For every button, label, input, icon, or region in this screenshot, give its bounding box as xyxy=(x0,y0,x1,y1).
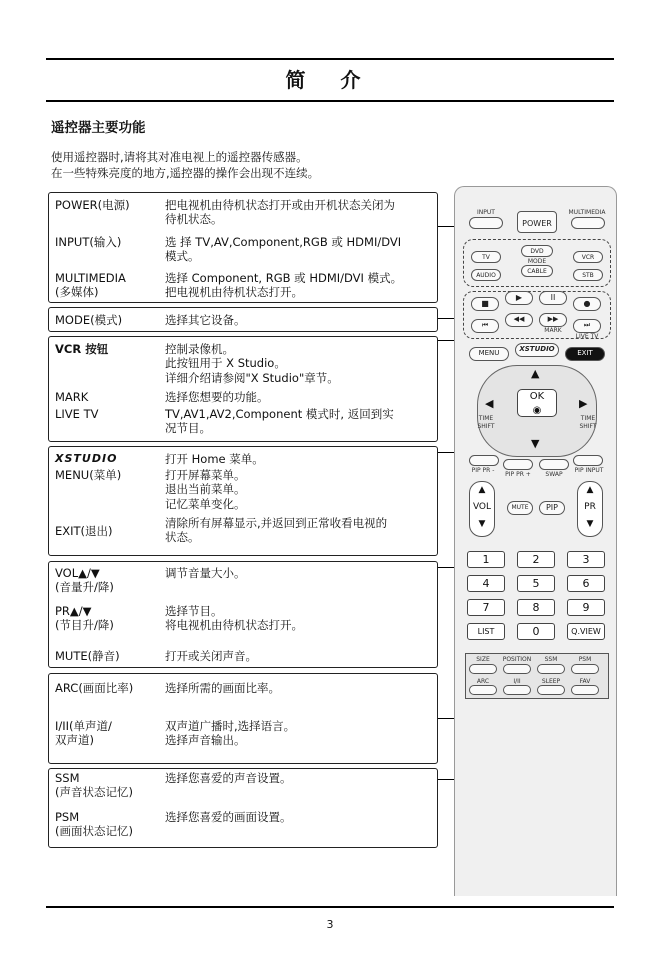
pause-button[interactable]: II xyxy=(539,291,567,305)
time-shift-left-label: TIME SHIFT xyxy=(477,415,495,430)
desc-arc: 选择所需的画面比率。 xyxy=(165,681,280,695)
pip-pr-plus-label: PIP PR + xyxy=(505,471,531,478)
intro-line-1: 使用遥控器时,请将其对准电视上的遥控器传感器。 xyxy=(51,150,308,164)
label-multimedia: MULTIMEDIA (多媒体) xyxy=(55,271,126,300)
desc-vol: 调节音量大小。 xyxy=(165,566,246,580)
desc-mute: 打开或关闭声音。 xyxy=(165,649,257,663)
desc-live-tv: TV,AV1,AV2,Component 模式时, 返回到实 况节目。 xyxy=(165,407,394,436)
pip-button[interactable]: PIP xyxy=(539,501,565,515)
input-label: INPUT xyxy=(477,209,495,216)
right-arrow-icon[interactable]: ▶ xyxy=(579,397,588,410)
label-xstudio: XSTUDIO xyxy=(55,452,118,465)
next-button[interactable]: ⏭ xyxy=(573,319,601,333)
desc-input: 选 择 TV,AV,Component,RGB 或 HDMI/DVI 模式。 xyxy=(165,235,402,264)
tv-button[interactable]: TV xyxy=(471,251,501,263)
multimedia-button[interactable] xyxy=(571,217,605,229)
label-vcr: VCR 按钮 xyxy=(55,342,109,356)
pip-pr-minus-button[interactable] xyxy=(469,455,499,466)
label-psm: PSM (画面状态记忆) xyxy=(55,810,133,839)
box-menu xyxy=(48,446,438,556)
desc-multimedia: 选择 Component, RGB 或 HDMI/DVI 模式。 把电视机由待机状态打开。 xyxy=(165,271,403,300)
box-vol-pr xyxy=(48,561,438,668)
title-rule xyxy=(46,100,614,102)
key-5[interactable]: 5 xyxy=(517,575,555,592)
box-power-input xyxy=(48,192,438,303)
desc-vcr: 控制录像机。 此按钮用于 X Studio。 详细介绍请参阅"X Studio"章节。 xyxy=(165,342,339,385)
mode-label: MODE xyxy=(527,258,547,265)
desc-xstudio: 打开 Home 菜单。 xyxy=(165,452,264,466)
bottom-rule xyxy=(46,906,614,908)
box-mode xyxy=(48,307,438,332)
rewind-button[interactable]: ◀◀ xyxy=(505,313,533,327)
up-arrow-icon[interactable]: ▲ xyxy=(531,367,540,380)
pip-input-button[interactable] xyxy=(573,455,603,466)
fav-button[interactable] xyxy=(571,685,599,695)
label-arc: ARC(画面比率) xyxy=(55,681,134,695)
list-button[interactable]: LIST xyxy=(467,623,505,640)
key-8[interactable]: 8 xyxy=(517,599,555,616)
box-arc xyxy=(48,673,438,764)
forward-button[interactable]: ▶▶ xyxy=(539,313,567,327)
pip-pr-minus-label: PIP PR - xyxy=(471,467,495,474)
label-mark: MARK xyxy=(55,390,89,404)
key-3[interactable]: 3 xyxy=(567,551,605,568)
power-button[interactable]: POWER xyxy=(517,211,557,233)
desc-ssm: 选择您喜爱的声音设置。 xyxy=(165,771,292,785)
desc-i-ii: 双声道广播时,选择语言。 选择声音输出。 xyxy=(165,719,296,748)
menu-button[interactable]: MENU xyxy=(469,347,509,361)
pip-pr-plus-button[interactable] xyxy=(503,459,533,470)
audio-button[interactable]: AUDIO xyxy=(471,269,501,281)
vol-rocker[interactable]: ▲ VOL ▼ xyxy=(469,481,495,537)
key-9[interactable]: 9 xyxy=(567,599,605,616)
q-view-button[interactable]: Q.VIEW xyxy=(567,623,605,640)
desc-pr: 选择节目。 将电视机由待机状态打开。 xyxy=(165,604,303,633)
down-arrow-icon[interactable]: ▼ xyxy=(531,437,540,450)
page-number: 3 xyxy=(326,918,334,931)
label-exit: EXIT(退出) xyxy=(55,524,113,538)
stb-button[interactable]: STB xyxy=(573,269,603,281)
desc-mark: 选择您想要的功能。 xyxy=(165,390,269,404)
desc-menu: 打开屏幕菜单。 退出当前菜单。 记忆菜单变化。 xyxy=(165,468,246,511)
i-ii-label: I/II xyxy=(513,678,521,685)
label-mode: MODE(模式) xyxy=(55,313,123,327)
cable-button[interactable]: CABLE xyxy=(521,265,553,277)
exit-button[interactable]: EXIT xyxy=(565,347,605,361)
key-1[interactable]: 1 xyxy=(467,551,505,568)
page-title: 简 介 xyxy=(285,68,375,92)
left-arrow-icon[interactable]: ◀ xyxy=(485,397,494,410)
label-i-ii: I/II(单声道/ 双声道) xyxy=(55,719,112,748)
remote-control xyxy=(454,186,617,896)
ok-button[interactable]: OK ◉ xyxy=(517,389,557,417)
desc-exit: 清除所有屏幕显示,并返回到正常收看电视的 状态。 xyxy=(165,516,388,545)
psm-label: PSM xyxy=(578,656,592,663)
desc-mode: 选择其它设备。 xyxy=(165,313,246,327)
mark-label: MARK xyxy=(544,327,562,334)
position-label: POSITION xyxy=(502,656,532,663)
key-6[interactable]: 6 xyxy=(567,575,605,592)
sleep-label: SLEEP xyxy=(541,678,561,685)
label-vol: VOL▲/▼ (音量升/降) xyxy=(55,566,114,595)
section-heading: 遥控器主要功能 xyxy=(51,120,146,136)
dvd-button[interactable]: DVD xyxy=(521,245,553,257)
xstudio-button[interactable]: XSTUDIO xyxy=(515,343,559,357)
label-live-tv: LIVE TV xyxy=(55,407,99,421)
desc-psm: 选择您喜爱的画面设置。 xyxy=(165,810,292,824)
input-button[interactable] xyxy=(469,217,503,229)
fav-label: FAV xyxy=(579,678,591,685)
ssm-button[interactable] xyxy=(537,664,565,674)
swap-label: SWAP xyxy=(545,471,563,478)
size-button[interactable] xyxy=(469,664,497,674)
swap-button[interactable] xyxy=(539,459,569,470)
live-tv-label: LIVE TV xyxy=(575,333,599,340)
label-input: INPUT(输入) xyxy=(55,235,122,249)
label-pr: PR▲/▼ (节目升/降) xyxy=(55,604,114,633)
position-button[interactable] xyxy=(503,664,531,674)
key-2[interactable]: 2 xyxy=(517,551,555,568)
time-shift-right-label: TIME SHIFT xyxy=(579,415,597,430)
intro-line-2: 在一些特殊亮度的地方,遥控器的操作会出现不连续。 xyxy=(51,166,320,180)
arc-button[interactable] xyxy=(469,685,497,695)
i-ii-button[interactable] xyxy=(503,685,531,695)
vcr-button[interactable]: VCR xyxy=(573,251,603,263)
label-menu: MENU(菜单) xyxy=(55,468,122,482)
psm-button[interactable] xyxy=(571,664,599,674)
label-ssm: SSM (声音状态记忆) xyxy=(55,771,133,800)
record-button[interactable]: ● xyxy=(573,297,601,311)
box-vcr xyxy=(48,336,438,442)
ssm-label: SSM xyxy=(544,656,558,663)
top-rule xyxy=(46,58,614,60)
prev-button[interactable]: ⏮ xyxy=(471,319,499,333)
mute-button[interactable]: MUTE xyxy=(507,501,533,515)
stop-button[interactable]: ■ xyxy=(471,297,499,311)
pip-input-label: PIP INPUT xyxy=(574,467,604,474)
play-button[interactable]: ▶ xyxy=(505,291,533,305)
sleep-button[interactable] xyxy=(537,685,565,695)
multimedia-label: MULTIMEDIA xyxy=(568,209,606,216)
size-label: SIZE xyxy=(476,656,490,663)
box-ssm-psm xyxy=(48,768,438,848)
key-0[interactable]: 0 xyxy=(517,623,555,640)
label-power: POWER(电源) xyxy=(55,198,130,212)
key-4[interactable]: 4 xyxy=(467,575,505,592)
key-7[interactable]: 7 xyxy=(467,599,505,616)
pr-rocker[interactable]: ▲ PR ▼ xyxy=(577,481,603,537)
label-mute: MUTE(静音) xyxy=(55,649,120,663)
arc-label: ARC xyxy=(476,678,490,685)
desc-power: 把电视机由待机状态打开或由开机状态关闭为 待机状态。 xyxy=(165,198,395,227)
